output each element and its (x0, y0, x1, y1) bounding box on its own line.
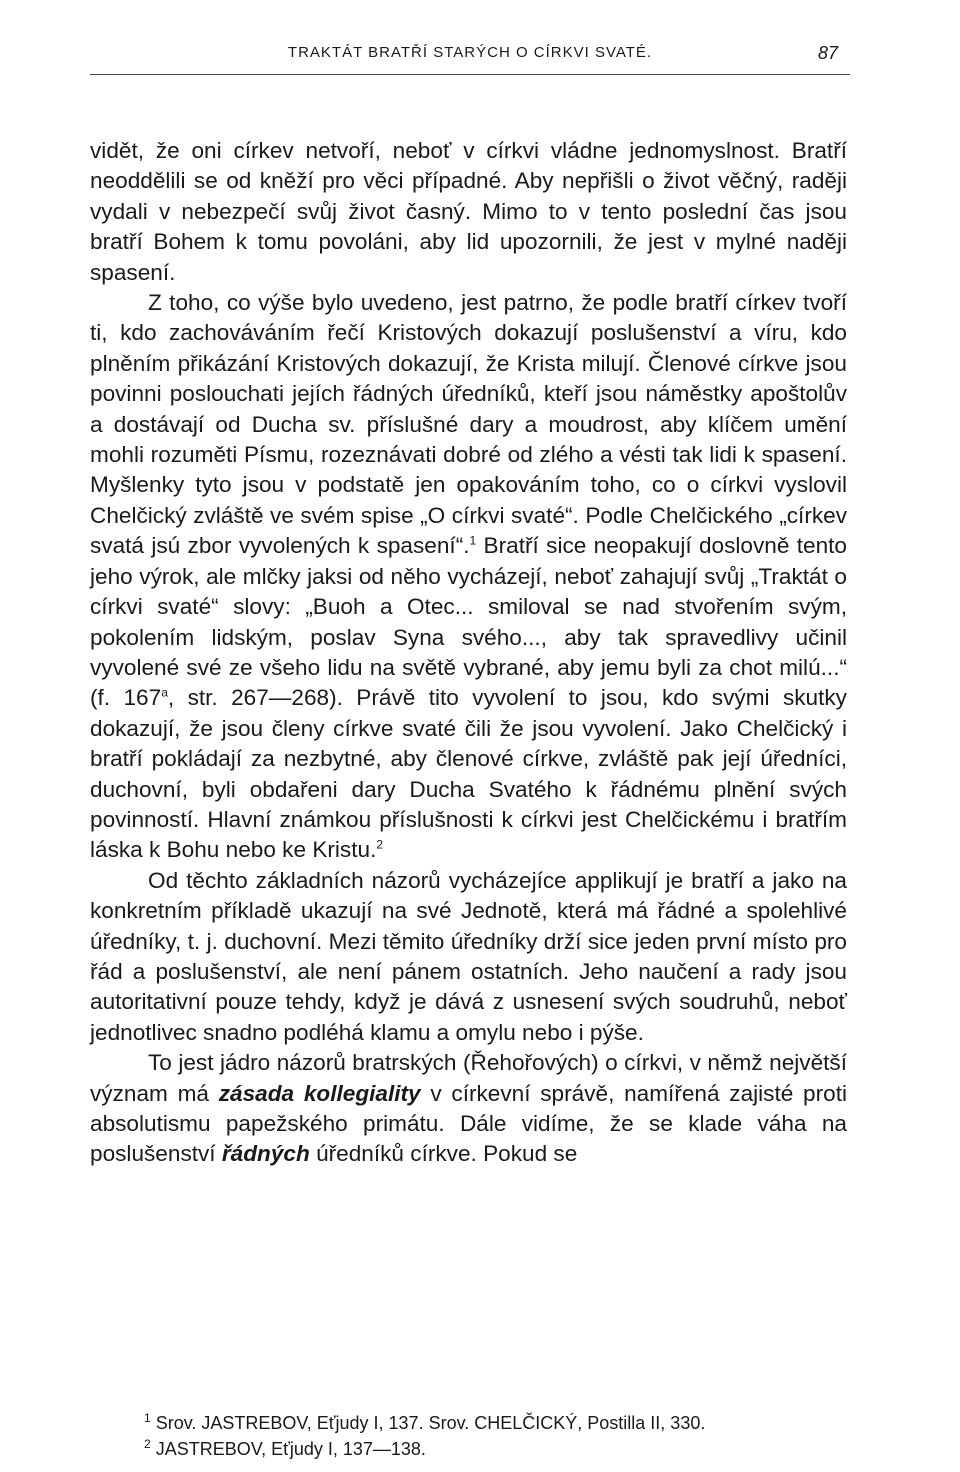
superscript-a: a (161, 685, 168, 700)
footnote-ref-1: 1 (469, 533, 477, 548)
paragraph-2-bratri: Bratří (483, 533, 539, 559)
emphasis-radnych: řádných (221, 1141, 310, 1167)
paragraph-4-start: To jest jádro názorů bratrských (Řehořových) o církvi, v němž největší význam má (90, 1050, 847, 1106)
footnotes (144, 1410, 850, 1462)
paragraph-3 (90, 866, 847, 1048)
paragraph-3-text: Od těchto základních názorů vycházejíce applikují je bratří a jako na konkretním příkladě ukazují na své Jednotě, která má řádné a spolehlivé úředníky, t. j. duchovní. Mezi těmito úředníky drží sice jeden první místo pro řád a poslušenství, ale není pánem ostatních. Jeho naučení a rady jsou autoritativní pouze tehdy, když je dává z usnesení svých soudruhů, neboť jednotlivec snadno podléhá klamu a omylu nebo i pýše. (90, 867, 847, 1045)
header-rule (90, 74, 850, 75)
running-head (90, 44, 850, 70)
body-text (90, 136, 847, 1170)
footnote-1-mark: 1 (144, 1411, 151, 1425)
paragraph-2-end: , str. 267—268). Právě tito vyvolení to jsou, kdo svými skutky dokazují, že jsou členy církve svaté čili že jsou vyvolení. Jako Chelčický i bratří pokládají za nezbytné, aby členové církve, zvláště pak její úředníci, duchovní, byli obdařeni dary Ducha Svatého k řádnému plnění svých povinností. Hlavní známkou příslušnosti k církvi jest Chelčickému i bratřím láska k Bohu nebo ke Kristu. (90, 685, 847, 863)
footnote-2-mark: 2 (144, 1437, 151, 1451)
running-title: TRAKTÁT BRATŘÍ STARÝCH O CÍRKVI SVATÉ. (287, 44, 653, 61)
footnote-1-text: Srov. JASTREBOV, Eťjudy I, 137. Srov. CHELČICKÝ, Postilla II, 330. (155, 1413, 706, 1433)
footnote-2 (144, 1436, 850, 1462)
page-number: 87 (817, 43, 838, 63)
paragraph-2 (90, 288, 847, 866)
paragraph-4-mid: v církevní správě, namířená zajisté proti absolutismu papežského primátu. Dále vidíme, že se klade váha na poslušenství (90, 1080, 848, 1167)
paragraph-2-text: Z toho, co výše bylo uvedeno, jest patrno, že podle bratří církev tvoří ti, kdo zachováváním řečí Kristových dokazují poslušenství a víru, kdo plněním přikázání Kristových dokazují, že Krista milují. Členové církve jsou povinni poslouchati jejích řádných úředníků, kteří jsou náměstky apoštolův a dostávají od Ducha sv. příslušné dary a moudrost, aby klíčem umění mohli rozuměti Písmu, rozeznávati dobré od zlého a vésti tak lidi k spasení. Myšlenky tyto jsou v podstatě jen opakováním toho, co o církvi vyslovil Chelčický zvláště ve svém spise „O církvi svaté“. Podle Chelčického „církev svatá jsú zbor vyvolených k spasení“. (90, 290, 847, 559)
footnote-ref-2: 2 (376, 837, 384, 852)
paragraph-1 (90, 136, 847, 288)
emphasis-zasada-kollegiality: zásada kollegiality (218, 1080, 421, 1106)
footnote-2-text: JASTREBOV, Eťjudy I, 137—138. (155, 1439, 426, 1459)
paragraph-4-end: úředníků církve. Pokud se (316, 1141, 578, 1167)
paragraph-2-cont: sice neopakují doslovně tento jeho výrok, ale mlčky jaksi od něho vycházejí, neboť zahajují svůj „Traktát o církvi svaté“ slovy: „Buoh a Otec... smiloval se nad stvořením svým, pokolením lidským, poslav Syna svého..., aby tak spravedlivy učinil vyvolené své ze všeho lidu na světě vybrané, aby jemu byli za chot milú...“ (f. 167 (90, 533, 847, 711)
paragraph-1-text: vidět, že oni církev netvoří, neboť v církvi vládne jednomyslnost. Bratří neoddělili se od kněží pro věci případné. Aby nepřišli o život věčný, raději vydali v nebezpečí svůj život časný. Mimo to v tento poslední čas jsou bratří Bohem k tomu povoláni, aby lid upozornili, že jest v mylné naději spasení. (90, 138, 847, 285)
footnote-1 (144, 1410, 850, 1436)
paragraph-4 (90, 1048, 847, 1170)
